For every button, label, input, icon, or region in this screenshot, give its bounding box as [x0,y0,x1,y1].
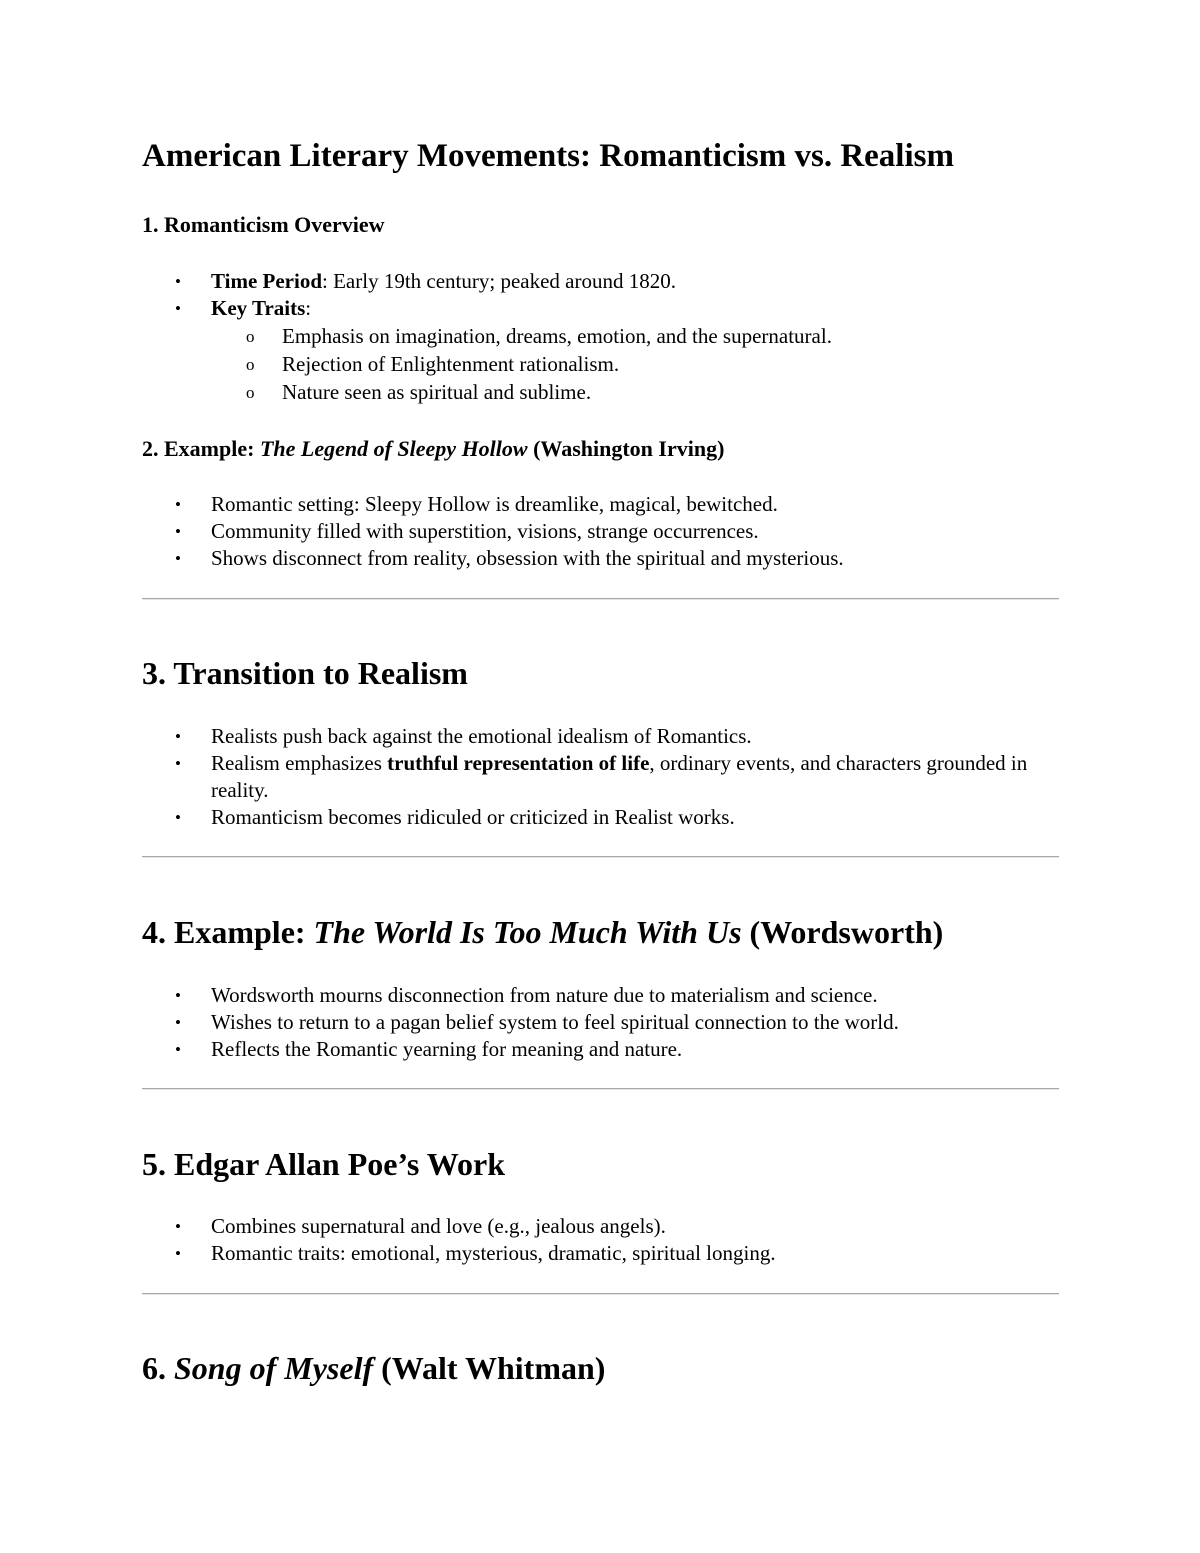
list-item: • Romantic setting: Sleepy Hollow is dreamlike, magical, bewitched. [175,492,778,516]
bullet-icon: • [175,808,181,827]
list-item: • Combines supernatural and love (e.g., jealous angels). [175,1214,666,1238]
bullet-icon: • [175,986,181,1005]
bullet-icon: • [175,272,181,291]
key-traits-colon: : [305,296,312,320]
horizontal-divider [142,598,1059,600]
bullet-icon: • [175,1040,181,1059]
section-3-list [142,723,1042,831]
document-title: American Literary Movements: Romanticism vs. Realism [142,138,954,174]
sub-list-item: o Rejection of Enlightenment rationalism. [211,350,1042,378]
horizontal-divider [142,1293,1059,1295]
section-5-heading: 5. Edgar Allan Poe’s Work [142,1146,506,1182]
bullet-icon: • [175,727,181,746]
section-2-heading: 2. Example: The Legend of Sleepy Hollow (Washington Irving) [142,436,725,461]
section-1-list [142,268,1042,406]
key-traits-sublist [211,322,1042,406]
list-item: • Wishes to return to a pagan belief system to feel spiritual connection to the world. [175,1010,899,1034]
circle-bullet-icon: o [246,327,255,346]
section-2-list [142,491,1042,572]
key-traits-label: Key Traits [211,296,306,320]
list-item: • Reflects the Romantic yearning for meaning and nature. [175,1037,683,1061]
bullet-icon: • [175,299,181,318]
bullet-icon: • [175,1013,181,1032]
section-3-heading: 3. Transition to Realism [142,655,468,691]
list-item: • Romanticism becomes ridiculed or criticized in Realist works. [175,805,735,829]
section-6-heading: 6. Song of Myself (Walt Whitman) [142,1350,606,1386]
bullet-icon: • [175,1217,181,1236]
bullet-icon: • [175,495,181,514]
circle-bullet-icon: o [246,383,255,402]
sub-list-item: o Nature seen as spiritual and sublime. [211,378,1042,406]
list-item: • Realism emphasizes truthful representation of life, ordinary events, and characters grounded in reality. [175,751,1028,802]
list-item [142,295,1042,406]
work-title: The World Is Too Much With Us [313,914,742,950]
section-4-list [142,982,1042,1063]
horizontal-divider [142,1088,1059,1090]
section-1-heading: 1. Romanticism Overview [142,212,385,237]
list-item: • Romantic traits: emotional, mysterious, dramatic, spiritual longing. [175,1241,776,1265]
work-title: The Legend of Sleepy Hollow [259,436,528,461]
work-title: Song of Myself [174,1350,374,1386]
section-5-list [142,1213,1042,1267]
bullet-icon: • [175,549,181,568]
list-item: • Community filled with superstition, visions, strange occurrences. [175,519,759,543]
bullet-icon: • [175,1244,181,1263]
time-period-label: Time Period [211,269,323,293]
list-item: • Realists push back against the emotional idealism of Romantics. [175,724,752,748]
section-4-heading: 4. Example: The World Is Too Much With Us (Wordsworth) [142,914,944,950]
circle-bullet-icon: o [246,355,255,374]
list-item [142,268,1042,295]
bullet-icon: • [175,522,181,541]
bullet-icon: • [175,754,181,773]
list-item: • Wordsworth mourns disconnection from nature due to materialism and science. [175,983,878,1007]
list-item: • Shows disconnect from reality, obsession with the spiritual and mysterious. [175,546,844,570]
horizontal-divider [142,856,1059,858]
sub-list-item: o Emphasis on imagination, dreams, emotion, and the supernatural. [211,322,1042,350]
emphasis-text: truthful representation of life [387,751,650,775]
time-period-text: : Early 19th century; peaked around 1820. [322,269,676,293]
